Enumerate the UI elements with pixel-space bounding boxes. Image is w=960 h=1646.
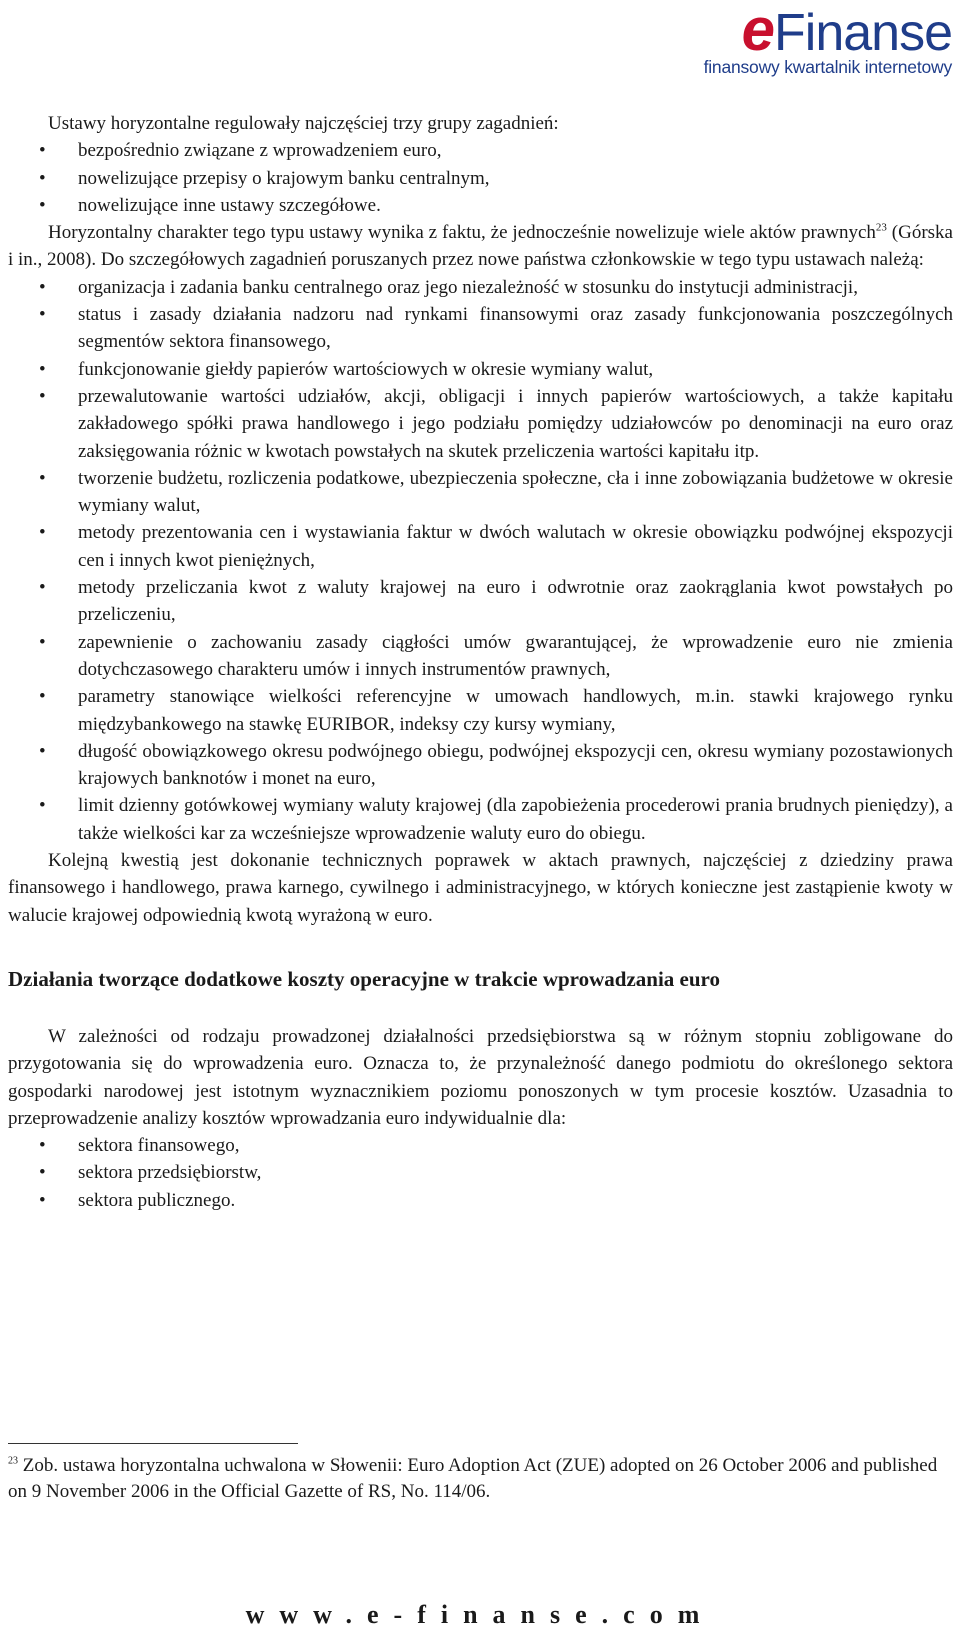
intro-paragraph: Ustawy horyzontalne regulowały najczęściej trzy grupy zagadnień:: [48, 113, 559, 134]
list-item: • długość obowiązkowego okresu podwójnego obiegu, podwójnej ekspozycji cen, okresu wymiany pozostawionych krajowych banknotów i monet na euro,: [8, 738, 953, 793]
list-item: • nowelizujące przepisy o krajowym banku centralnym,: [8, 165, 953, 192]
logo-tagline: finansowy kwartalnik internetowy: [703, 57, 952, 77]
list-item: • limit dzienny gotówkowej wymiany waluty krajowej (dla zapobieżenia procederowi prania brudnych pieniędzy), a także wielkości kar za wcześniejsze wprowadzenie waluty euro do obiegu.: [8, 792, 953, 847]
logo-wordmark: eFinanse: [741, 0, 952, 63]
list-item: • parametry stanowiące wielkości referencyjne w umowach handlowych, m.in. stawki krajowego rynku międzybankowego na stawkę EURIBOR, indeksy czy kursy wymiany,: [8, 683, 953, 738]
list-item: • sektora finansowego,: [8, 1132, 953, 1159]
list-item: • status i zasady działania nadzoru nad rynkami finansowymi oraz zasady funkcjonowania poszczególnych segmentów sektora finansowego,: [8, 301, 953, 356]
list-item: • organizacja i zadania banku centralnego oraz jego niezależność w stosunku do instytucji administracji,: [8, 274, 953, 301]
list-item: • sektora publicznego.: [8, 1187, 953, 1214]
paragraph-horizontal-character: Horyzontalny charakter tego typu ustawy wynika z faktu, że jednocześnie nowelizuje wiele aktów prawnych$^{23}$ (Górska i in., 2008). Do szczegółowych zagadnień poruszanych przez nowe państwa członkowskie w tego typu ustawach należą:: [8, 221, 953, 271]
section-heading: Działania tworzące dodatkowe koszty operacyjne w trakcie wprowadzania euro: [8, 966, 720, 991]
sectors-list: [8, 1132, 953, 1214]
efinanse-logo: [652, 2, 952, 78]
article-body: [8, 110, 953, 1214]
footnote: $^{23}$ Zob. ustawa horyzontalna uchwalona w Słowenii: Euro Adoption Act (ZUE) adopted on 26 October 2006 and published on 9 November 2006 in the Official Gazette of RS, No. 114/06.: [8, 1455, 938, 1502]
paragraph-sectors: W zależności od rodzaju prowadzonej działalności przedsiębiorstwa są w różnym stopniu zobligowane do przygotowania się do wprowadzenia euro. Oznacza to, że przynależność danego podmiotu do określonego sektora gospodarki narodowej jest istotnym wyznacznikiem poziomu ponoszonych w tym procesie kosztów. Uzasadnia to przeprowadzenie analizy kosztów wprowadzania euro indywidualnie dla:: [8, 1025, 953, 1129]
list-item: • funkcjonowanie giełdy papierów wartościowych w okresie wymiany walut,: [8, 356, 953, 383]
list-item: • przewalutowanie wartości udziałów, akcji, obligacji i innych papierów wartościowych, a także kapitału zakładowego spółki prawa handlowego i jego podziału pomiędzy udziałowców po denominacji na euro oraz zaksięgowania różnic w kwotach powstałych na skutek przeliczenia wartości kapitału itp.: [8, 383, 953, 465]
list-item: • metody przeliczania kwot z waluty krajowej na euro i odwrotnie oraz zaokrąglania kwot powstałych po przeliczeniu,: [8, 574, 953, 629]
issues-list: [8, 274, 953, 847]
list-item: • nowelizujące inne ustawy szczegółowe.: [8, 192, 953, 219]
list-item: • metody prezentowania cen i wystawiania faktur w dwóch walutach w okresie obowiązku podwójnej ekspozycji cen i innych kwot pieniężnych,: [8, 519, 953, 574]
footnote-divider: [8, 1443, 298, 1444]
list-item: • bezpośrednio związane z wprowadzeniem euro,: [8, 137, 953, 164]
groups-list: [8, 137, 953, 219]
list-item: • tworzenie budżetu, rozliczenia podatkowe, ubezpieczenia społeczne, cła i inne zobowiązania budżetowe w okresie wymiany walut,: [8, 465, 953, 520]
footnote-ref[interactable]: 23: [875, 221, 887, 234]
paragraph-technical-amendments: Kolejną kwestią jest dokonanie technicznych poprawek w aktach prawnych, najczęściej z dziedziny prawa finansowego i handlowego, prawa karnego, cywilnego i administracyjnego, w których konieczne jest zastąpienie kwoty w walucie krajowej odpowiednią kwotą wyrażoną w euro.: [8, 850, 953, 926]
list-item: • zapewnienie o zachowaniu zasady ciągłości umów gwarantującej, że wprowadzenie euro nie zmienia dotychczasowego charakteru umów i innych instrumentów prawnych,: [8, 629, 953, 684]
footer-url[interactable]: www.e-finanse.com: [245, 1600, 715, 1629]
list-item: • sektora przedsiębiorstw,: [8, 1159, 953, 1186]
